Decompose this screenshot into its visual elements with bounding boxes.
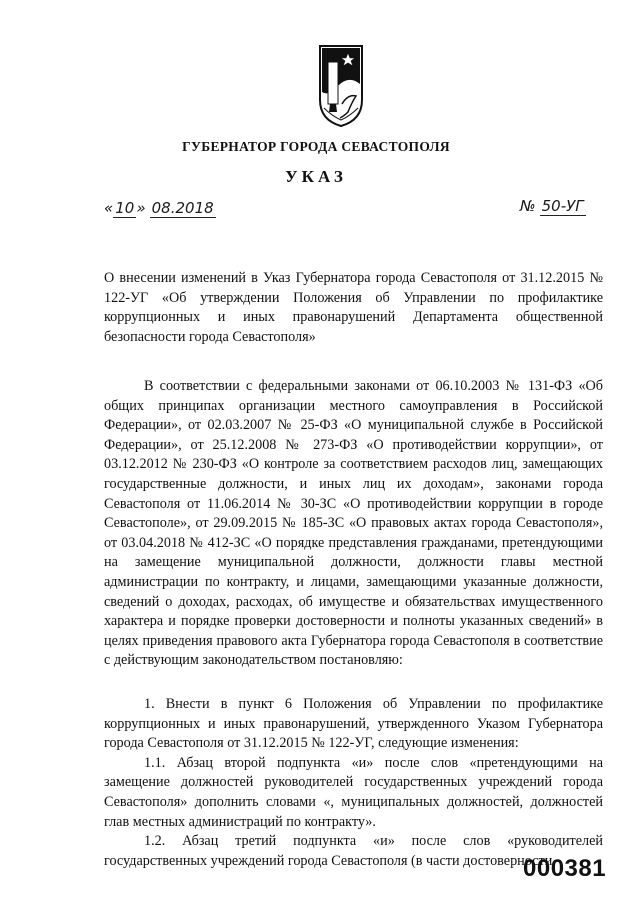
date-month-year: 08.2018 [151, 199, 214, 217]
number-value: 50-УГ [541, 197, 584, 215]
date-day: 10 [115, 199, 135, 217]
document-date [104, 199, 216, 218]
list-item: 1. Внести в пункт 6 Положения об Управлении по профилактике коррупционных и иных правонарушений, утвержденного Указом Губернатора города Севастополя от 31.12.2015 № 122-УГ, следующие изменения: [104, 696, 603, 752]
date-close-quote: » [136, 199, 146, 217]
page-stamp-number: 000381 [523, 855, 607, 882]
amendments-block [104, 695, 603, 871]
date-open-quote: « [104, 199, 114, 217]
document-number [520, 197, 586, 216]
list-item: 1.1. Абзац второй подпункта «и» после слов «претендующими на замещение должностей руководителей государственных учреждений города Севастополя» дополнить словами «, муниципальных должностей, должностей глав местных администраций по контракту». [104, 754, 603, 830]
number-prefix: № [520, 197, 536, 215]
decree-subject: О внесении изменений в Указ Губернатора города Севастополя от 31.12.2015 № 122-УГ «Об утверждении Положения об Управлении по профилактике коррупционных и иных правонарушений Департамента общественной безопасности города Севастополя» [104, 270, 603, 345]
sevastopol-coat-of-arms-emblem [318, 44, 364, 128]
document-type-title: УКАЗ [285, 167, 347, 186]
list-item: 1.2. Абзац третий подпункта «и» после слов «руководителей государственных учреждений города Севастополя (в части достоверности [104, 833, 603, 869]
issuing-authority-title: ГУБЕРНАТОР ГОРОДА СЕВАСТОПОЛЯ [182, 139, 450, 154]
preamble-paragraph: В соответствии с федеральными законами от 06.10.2003 № 131-ФЗ «Об общих принципах организации местного самоуправления в Российской Федерации», от 02.03.2007 № 25-ФЗ «О муниципальной службе в Российской Федерации», от 25.12.2008 № 273-ФЗ «О противодействии коррупции», от 03.12.2012 № 230-ФЗ «О контроле за соответствием расходов лиц, замещающих государственные должности, и иных лиц их доходам», законами города Севастополя от 11.06.2014 № 30-ЗС «О противодействии коррупции в городе Севастополе», от 29.09.2015 № 185-ЗС «О правовых актах города Севастополя», от 03.04.2018 № 412-ЗС «О порядке представления гражданами, претендующими на замещение муниципальной должности, должности главы местной администрации по контракту, и лицами, замещающими указанные должности, сведений о доходах, расходах, об имуществе и обязательствах имущественного характера и порядке проверки достоверности и полноты указанных сведений» в целях приведения правового акта Губернатора города Севастополя в соответствие с действующим законодательством постановляю: [104, 378, 603, 669]
preamble-block [104, 377, 603, 671]
